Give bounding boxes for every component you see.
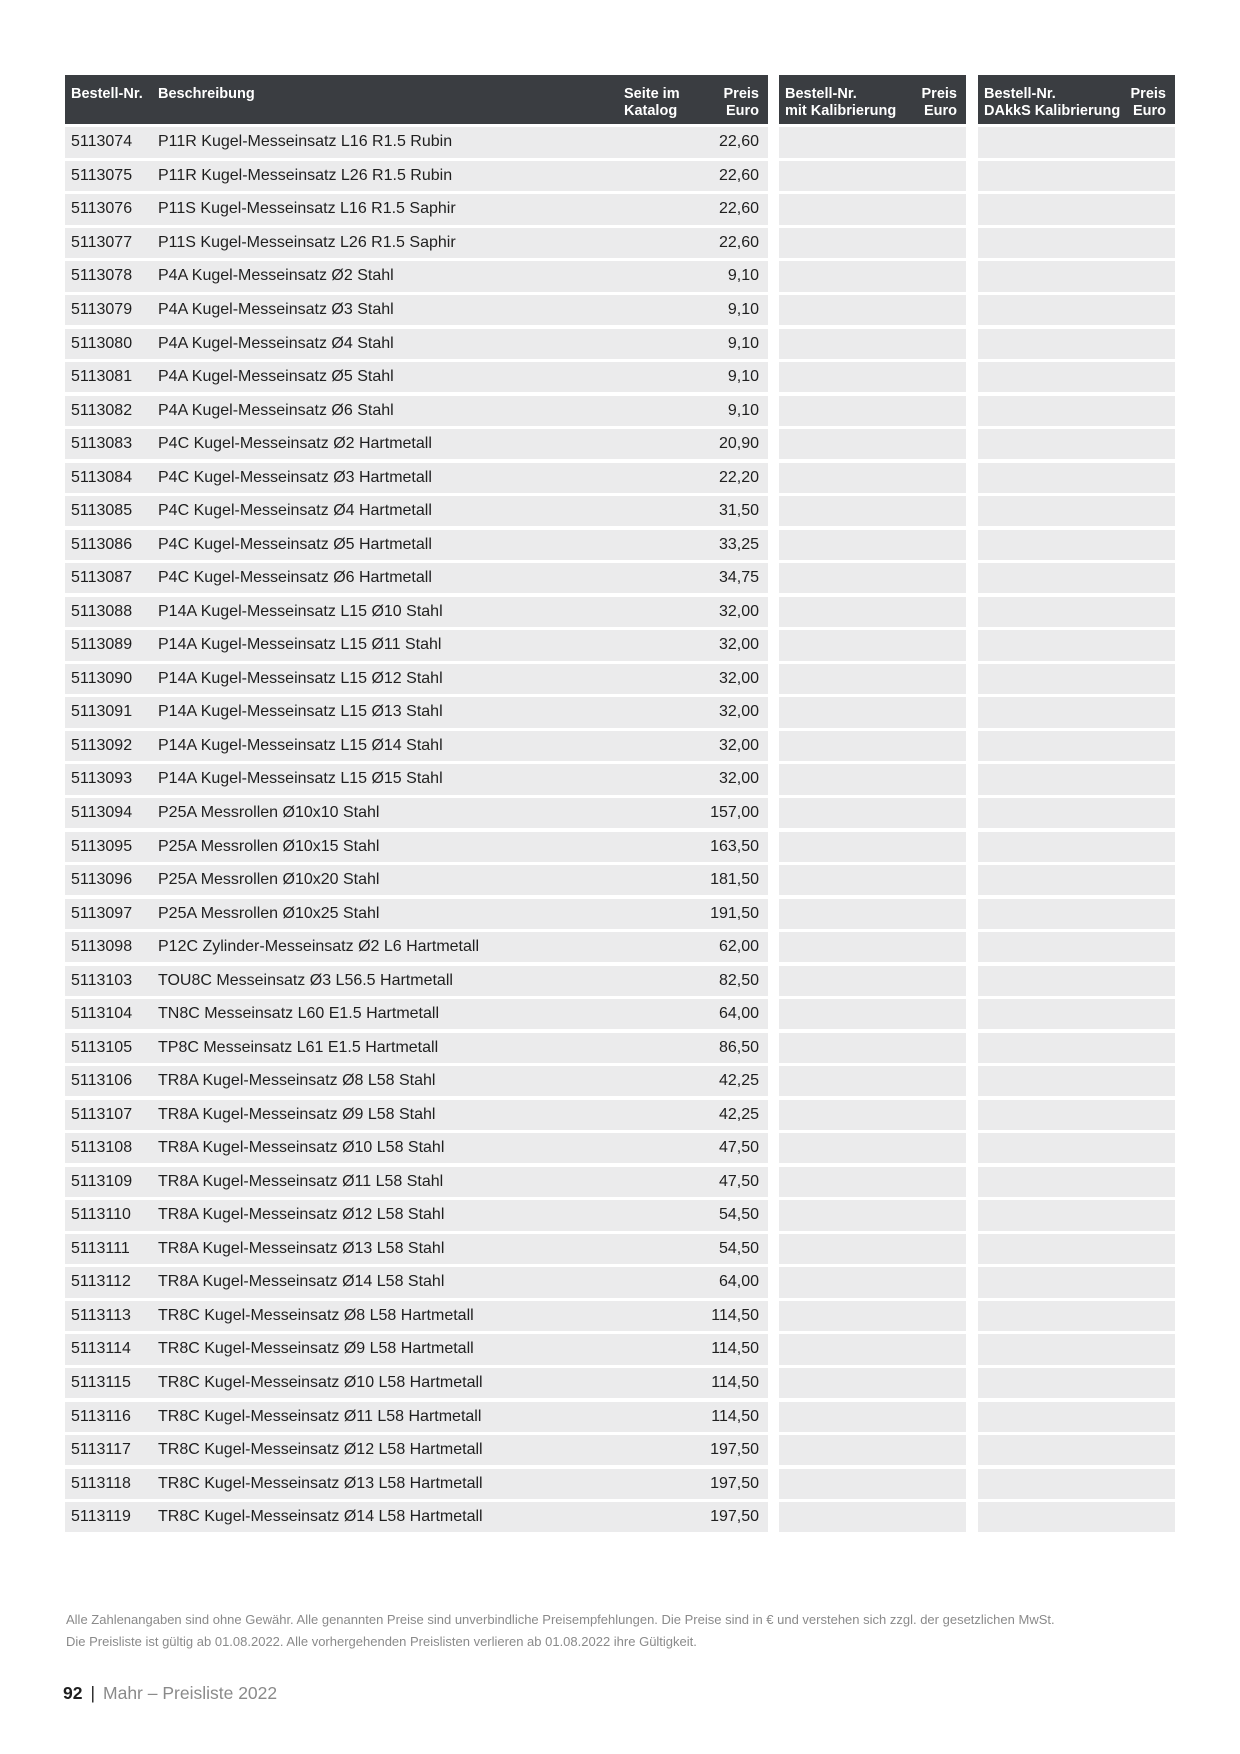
price-cell: 163,50 — [710, 837, 759, 855]
dakks-header — [978, 75, 1175, 124]
calibration-table — [779, 75, 966, 1532]
calibration-row — [779, 932, 966, 962]
calibration-row — [779, 194, 966, 224]
description-cell: TR8C Kugel-Messeinsatz Ø11 L58 Hartmetall — [158, 1407, 482, 1425]
description-cell: TR8A Kugel-Messeinsatz Ø8 L58 Stahl — [158, 1072, 436, 1090]
dakks-row — [978, 127, 1175, 157]
calibration-row — [779, 1267, 966, 1297]
order-no-cell: 5113094 — [71, 803, 133, 821]
table-row — [65, 697, 768, 727]
dakks-row — [978, 396, 1175, 426]
dakks-row — [978, 463, 1175, 493]
table-row — [65, 966, 768, 996]
dakks-row — [978, 832, 1175, 862]
price-cell: 9,10 — [727, 334, 759, 352]
price-cell: 34,75 — [718, 569, 759, 587]
order-no-cell: 5113093 — [71, 770, 133, 788]
footer-separator: | — [90, 1683, 96, 1703]
order-no-cell: 5113095 — [71, 837, 133, 855]
header-catalog-page: Seite im Katalog — [624, 86, 680, 119]
dakks-row — [978, 932, 1175, 962]
price-cell: 54,50 — [718, 1206, 759, 1224]
price-cell: 9,10 — [727, 368, 759, 386]
price-cell: 82,50 — [718, 971, 759, 989]
price-cell: 32,00 — [718, 602, 759, 620]
description-cell: TR8A Kugel-Messeinsatz Ø11 L58 Stahl — [158, 1172, 444, 1190]
order-no-cell: 5113108 — [71, 1139, 133, 1157]
description-cell: P14A Kugel-Messeinsatz L15 Ø12 Stahl — [158, 669, 443, 687]
dakks-row — [978, 1301, 1175, 1331]
table-row — [65, 329, 768, 359]
header-cal-order-no: Bestell-Nr. mit Kalibrierung — [785, 86, 897, 119]
dakks-row — [978, 899, 1175, 929]
calibration-row — [779, 1402, 966, 1432]
order-no-cell: 5113085 — [71, 502, 133, 520]
calibration-row — [779, 832, 966, 862]
description-cell: TR8C Kugel-Messeinsatz Ø14 L58 Hartmetall — [158, 1508, 483, 1526]
calibration-row — [779, 731, 966, 761]
order-no-cell: 5113080 — [71, 334, 133, 352]
description-cell: TOU8C Messeinsatz Ø3 L56.5 Hartmetall — [158, 971, 453, 989]
dakks-row — [978, 1066, 1175, 1096]
calibration-body — [779, 127, 966, 1532]
dakks-row — [978, 429, 1175, 459]
order-no-cell: 5113106 — [71, 1072, 133, 1090]
order-no-cell: 5113114 — [71, 1340, 131, 1358]
order-no-cell: 5113117 — [71, 1441, 131, 1459]
description-cell: TR8C Kugel-Messeinsatz Ø13 L58 Hartmetall — [158, 1474, 483, 1492]
table-row — [65, 932, 768, 962]
dakks-row — [978, 630, 1175, 660]
table-row — [65, 1167, 768, 1197]
dakks-row — [978, 865, 1175, 895]
table-row — [65, 429, 768, 459]
description-cell: P12C Zylinder-Messeinsatz Ø2 L6 Hartmetall — [158, 938, 480, 956]
calibration-row — [779, 597, 966, 627]
order-no-cell: 5113107 — [71, 1105, 133, 1123]
description-cell: TR8C Kugel-Messeinsatz Ø10 L58 Hartmetall — [158, 1374, 483, 1391]
price-cell: 197,50 — [710, 1441, 759, 1459]
table-row — [65, 899, 768, 929]
footnote-line-2: Die Preisliste ist gültig ab 01.08.2022. Alle vorhergehenden Preislisten verlieren ab 01.08.2022 ihre Gültigkeit. — [66, 1634, 697, 1649]
order-no-cell: 5113118 — [71, 1474, 131, 1492]
order-no-cell: 5113112 — [71, 1273, 131, 1291]
table-row — [65, 731, 768, 761]
description-cell: TR8A Kugel-Messeinsatz Ø12 L58 Stahl — [158, 1206, 445, 1224]
price-cell: 86,50 — [718, 1038, 759, 1056]
order-no-cell: 5113104 — [71, 1005, 133, 1023]
table-row — [65, 194, 768, 224]
description-cell: TN8C Messeinsatz L60 E1.5 Hartmetall — [158, 1005, 439, 1023]
calibration-row — [779, 1301, 966, 1331]
calibration-row — [779, 664, 966, 694]
table-row — [65, 1368, 768, 1398]
dakks-row — [978, 362, 1175, 392]
price-cell: 191,50 — [710, 904, 759, 922]
calibration-row — [779, 1502, 966, 1532]
description-cell: P4A Kugel-Messeinsatz Ø2 Stahl — [158, 267, 394, 285]
dakks-row — [978, 1234, 1175, 1264]
description-cell: TR8A Kugel-Messeinsatz Ø10 L58 Stahl — [158, 1139, 445, 1157]
table-row — [65, 999, 768, 1029]
price-cell: 31,50 — [718, 502, 759, 520]
table-row — [65, 261, 768, 291]
dakks-row — [978, 1133, 1175, 1163]
dakks-row — [978, 664, 1175, 694]
order-no-cell: 5113098 — [71, 938, 133, 956]
footnote-line-1: Alle Zahlenangaben sind ohne Gewähr. Alle genannten Preise sind unverbindliche Preisempfehlungen. Die Preise sind in € und verstehen sich zzgl. der gesetzlichen MwSt. — [66, 1612, 1055, 1627]
table-row — [65, 1267, 768, 1297]
calibration-row — [779, 697, 966, 727]
table-row — [65, 1066, 768, 1096]
price-cell: 33,25 — [718, 535, 759, 553]
description-cell: P4A Kugel-Messeinsatz Ø3 Stahl — [158, 301, 394, 318]
calibration-row — [779, 1200, 966, 1230]
description-cell: P25A Messrollen Ø10x25 Stahl — [158, 904, 380, 922]
calibration-row — [779, 1033, 966, 1063]
order-no-cell: 5113109 — [71, 1172, 133, 1190]
table-row — [65, 396, 768, 426]
dakks-row — [978, 1200, 1175, 1230]
dakks-row — [978, 563, 1175, 593]
order-no-cell: 5113097 — [71, 904, 133, 922]
calibration-row — [779, 1368, 966, 1398]
description-cell: P14A Kugel-Messeinsatz L15 Ø13 Stahl — [158, 703, 443, 721]
price-cell: 114,50 — [711, 1407, 759, 1425]
price-cell: 47,50 — [718, 1139, 759, 1157]
calibration-row — [779, 463, 966, 493]
table-row — [65, 127, 768, 157]
description-cell: TR8A Kugel-Messeinsatz Ø13 L58 Stahl — [158, 1239, 445, 1257]
order-no-cell: 5113111 — [71, 1239, 130, 1257]
description-cell: P25A Messrollen Ø10x15 Stahl — [158, 837, 380, 855]
dakks-row — [978, 329, 1175, 359]
table-row — [65, 1234, 768, 1264]
table-row — [65, 563, 768, 593]
calibration-row — [779, 261, 966, 291]
order-no-cell: 5113116 — [71, 1407, 131, 1425]
dakks-row — [978, 1267, 1175, 1297]
calibration-row — [779, 966, 966, 996]
order-no-cell: 5113119 — [71, 1508, 131, 1526]
description-cell: TR8A Kugel-Messeinsatz Ø9 L58 Stahl — [158, 1105, 436, 1123]
table-row — [65, 798, 768, 828]
price-cell: 9,10 — [727, 401, 759, 419]
page-footer — [63, 1683, 277, 1704]
price-cell: 22,60 — [718, 200, 759, 218]
price-cell: 20,90 — [718, 435, 759, 453]
header-price: Preis Euro — [723, 86, 759, 119]
calibration-row — [779, 161, 966, 191]
calibration-row — [779, 1334, 966, 1364]
price-table — [65, 75, 768, 1532]
order-no-cell: 5113087 — [71, 569, 133, 587]
calibration-row — [779, 1167, 966, 1197]
price-cell: 114,50 — [711, 1340, 759, 1358]
footer-title: Mahr – Preisliste 2022 — [103, 1683, 278, 1703]
footnote — [66, 1609, 1055, 1653]
dakks-row — [978, 999, 1175, 1029]
calibration-row — [779, 764, 966, 794]
dakks-row — [978, 161, 1175, 191]
table-row — [65, 1334, 768, 1364]
order-no-cell: 5113075 — [71, 166, 133, 184]
price-cell: 32,00 — [718, 703, 759, 721]
order-no-cell: 5113081 — [71, 368, 133, 386]
price-cell: 181,50 — [710, 871, 759, 889]
description-cell: P14A Kugel-Messeinsatz L15 Ø10 Stahl — [158, 602, 443, 620]
description-cell: P11R Kugel-Messeinsatz L16 R1.5 Rubin — [158, 133, 453, 151]
table-row — [65, 664, 768, 694]
description-cell: P4A Kugel-Messeinsatz Ø5 Stahl — [158, 368, 394, 386]
table-row — [65, 832, 768, 862]
header-cal-price: Preis Euro — [921, 86, 957, 119]
calibration-row — [779, 127, 966, 157]
calibration-row — [779, 396, 966, 426]
calibration-row — [779, 1133, 966, 1163]
price-cell: 114,50 — [711, 1374, 759, 1391]
order-no-cell: 5113103 — [71, 971, 133, 989]
price-cell: 42,25 — [718, 1105, 759, 1123]
table-row — [65, 1100, 768, 1130]
description-cell: P4A Kugel-Messeinsatz Ø6 Stahl — [158, 401, 394, 419]
price-cell: 62,00 — [718, 938, 759, 956]
description-cell: P11S Kugel-Messeinsatz L16 R1.5 Saphir — [158, 200, 456, 218]
calibration-row — [779, 329, 966, 359]
price-cell: 64,00 — [718, 1273, 759, 1291]
price-cell: 197,50 — [710, 1508, 759, 1526]
calibration-row — [779, 865, 966, 895]
description-cell: P11S Kugel-Messeinsatz L26 R1.5 Saphir — [158, 233, 456, 251]
price-cell: 197,50 — [710, 1474, 759, 1492]
order-no-cell: 5113077 — [71, 233, 133, 251]
table-row — [65, 295, 768, 325]
calibration-header — [779, 75, 966, 124]
dakks-row — [978, 1033, 1175, 1063]
description-cell: TP8C Messeinsatz L61 E1.5 Hartmetall — [158, 1038, 439, 1056]
table-row — [65, 530, 768, 560]
table-row — [65, 1502, 768, 1532]
dakks-row — [978, 496, 1175, 526]
description-cell: P4C Kugel-Messeinsatz Ø6 Hartmetall — [158, 569, 432, 587]
dakks-row — [978, 1402, 1175, 1432]
description-cell: TR8C Kugel-Messeinsatz Ø12 L58 Hartmetall — [158, 1441, 483, 1459]
description-cell: P25A Messrollen Ø10x10 Stahl — [158, 803, 380, 821]
price-cell: 47,50 — [718, 1172, 759, 1190]
price-cell: 157,00 — [710, 803, 759, 821]
order-no-cell: 5113078 — [71, 267, 133, 285]
calibration-row — [779, 1100, 966, 1130]
price-cell: 32,00 — [718, 770, 759, 788]
price-cell: 32,00 — [718, 736, 759, 754]
dakks-row — [978, 597, 1175, 627]
calibration-row — [779, 496, 966, 526]
order-no-cell: 5113096 — [71, 871, 133, 889]
table-row — [65, 1200, 768, 1230]
calibration-row — [779, 530, 966, 560]
dakks-row — [978, 764, 1175, 794]
table-row — [65, 597, 768, 627]
price-cell: 32,00 — [718, 669, 759, 687]
dakks-row — [978, 261, 1175, 291]
table-row — [65, 1435, 768, 1465]
price-cell: 9,10 — [727, 267, 759, 285]
description-cell: P25A Messrollen Ø10x20 Stahl — [158, 871, 380, 889]
order-no-cell: 5113115 — [71, 1374, 131, 1391]
dakks-row — [978, 1368, 1175, 1398]
description-cell: P14A Kugel-Messeinsatz L15 Ø14 Stahl — [158, 736, 443, 754]
calibration-row — [779, 228, 966, 258]
calibration-row — [779, 798, 966, 828]
dakks-row — [978, 798, 1175, 828]
order-no-cell: 5113083 — [71, 435, 133, 453]
table-row — [65, 1033, 768, 1063]
header-description: Beschreibung — [158, 86, 255, 102]
order-no-cell: 5113113 — [71, 1306, 131, 1324]
table-body — [65, 127, 768, 1532]
dakks-row — [978, 1469, 1175, 1499]
calibration-row — [779, 1435, 966, 1465]
table-row — [65, 865, 768, 895]
description-cell: P4C Kugel-Messeinsatz Ø5 Hartmetall — [158, 535, 432, 553]
calibration-row — [779, 1234, 966, 1264]
price-cell: 22,60 — [718, 133, 759, 151]
table-row — [65, 1402, 768, 1432]
calibration-row — [779, 899, 966, 929]
description-cell: TR8C Kugel-Messeinsatz Ø9 L58 Hartmetall — [158, 1340, 474, 1358]
order-no-cell: 5113105 — [71, 1038, 133, 1056]
calibration-row — [779, 630, 966, 660]
dakks-row — [978, 1435, 1175, 1465]
order-no-cell: 5113079 — [71, 301, 133, 318]
order-no-cell: 5113086 — [71, 535, 133, 553]
page-number: 92 — [63, 1683, 83, 1703]
table-row — [65, 764, 768, 794]
order-no-cell: 5113110 — [71, 1206, 131, 1224]
dakks-row — [978, 1334, 1175, 1364]
order-no-cell: 5113084 — [71, 468, 133, 486]
order-no-cell: 5113074 — [71, 133, 133, 151]
description-cell: TR8A Kugel-Messeinsatz Ø14 L58 Stahl — [158, 1273, 445, 1291]
calibration-row — [779, 429, 966, 459]
dakks-row — [978, 530, 1175, 560]
dakks-row — [978, 228, 1175, 258]
price-cell: 22,60 — [718, 166, 759, 184]
price-cell: 9,10 — [727, 301, 759, 318]
table-row — [65, 496, 768, 526]
table-row — [65, 228, 768, 258]
price-cell: 64,00 — [718, 1005, 759, 1023]
description-cell: P4C Kugel-Messeinsatz Ø3 Hartmetall — [158, 468, 432, 486]
header-dakks-order-no: Bestell-Nr. DAkkS Kalibrierung — [984, 86, 1121, 119]
header-order-no: Bestell-Nr. — [71, 86, 143, 102]
table-row — [65, 1301, 768, 1331]
header-dakks-price: Preis Euro — [1130, 86, 1166, 119]
order-no-cell: 5113092 — [71, 736, 133, 754]
dakks-row — [978, 1167, 1175, 1197]
price-cell: 32,00 — [718, 636, 759, 654]
description-cell: P14A Kugel-Messeinsatz L15 Ø15 Stahl — [158, 770, 443, 788]
calibration-row — [779, 1066, 966, 1096]
calibration-row — [779, 362, 966, 392]
description-cell: P4C Kugel-Messeinsatz Ø2 Hartmetall — [158, 435, 432, 453]
description-cell: P14A Kugel-Messeinsatz L15 Ø11 Stahl — [158, 636, 442, 654]
table-row — [65, 463, 768, 493]
order-no-cell: 5113090 — [71, 669, 133, 687]
price-cell: 54,50 — [718, 1239, 759, 1257]
order-no-cell: 5113089 — [71, 636, 133, 654]
dakks-row — [978, 731, 1175, 761]
table-row — [65, 1133, 768, 1163]
price-cell: 114,50 — [711, 1306, 759, 1324]
dakks-row — [978, 966, 1175, 996]
table-row — [65, 161, 768, 191]
dakks-row — [978, 194, 1175, 224]
dakks-row — [978, 1100, 1175, 1130]
description-cell: P4C Kugel-Messeinsatz Ø4 Hartmetall — [158, 502, 432, 520]
dakks-row — [978, 697, 1175, 727]
table-header — [65, 75, 768, 124]
dakks-body — [978, 127, 1175, 1532]
order-no-cell: 5113076 — [71, 200, 133, 218]
calibration-row — [779, 1469, 966, 1499]
description-cell: P4A Kugel-Messeinsatz Ø4 Stahl — [158, 334, 394, 352]
dakks-row — [978, 1502, 1175, 1532]
dakks-row — [978, 295, 1175, 325]
order-no-cell: 5113082 — [71, 401, 133, 419]
order-no-cell: 5113088 — [71, 602, 133, 620]
description-cell: P11R Kugel-Messeinsatz L26 R1.5 Rubin — [158, 166, 453, 184]
calibration-row — [779, 295, 966, 325]
price-cell: 22,20 — [718, 468, 759, 486]
table-row — [65, 630, 768, 660]
calibration-row — [779, 563, 966, 593]
table-row — [65, 1469, 768, 1499]
table-row — [65, 362, 768, 392]
dakks-table — [978, 75, 1175, 1532]
order-no-cell: 5113091 — [71, 703, 133, 721]
price-cell: 22,60 — [718, 233, 759, 251]
description-cell: TR8C Kugel-Messeinsatz Ø8 L58 Hartmetall — [158, 1306, 474, 1324]
calibration-row — [779, 999, 966, 1029]
price-cell: 42,25 — [718, 1072, 759, 1090]
